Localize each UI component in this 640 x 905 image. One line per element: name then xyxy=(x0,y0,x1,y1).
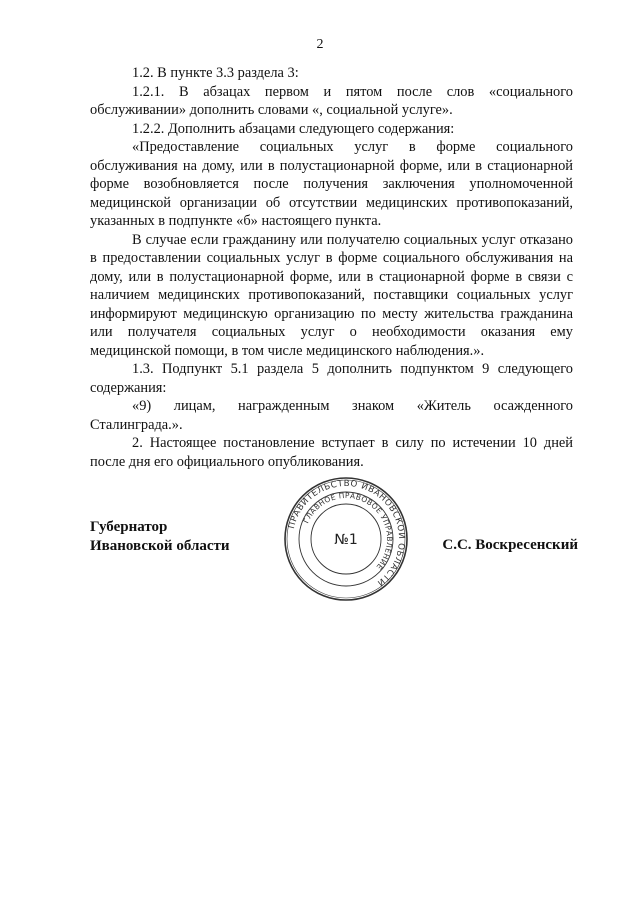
paragraph-1-2: 1.2. В пункте 3.3 раздела 3: xyxy=(132,65,299,81)
page-number: 2 xyxy=(316,37,324,52)
seal-inner-text: ГЛАВНОЕ ПРАВОВОЕ УПРАВЛЕНИЕ xyxy=(301,490,395,572)
seal-center-number: №1 xyxy=(334,532,358,548)
paragraph-1-3: 1.3. Подпункт 5.1 раздела 5 дополнить подпунктом 9 следующего содержания: xyxy=(90,361,573,396)
paragraph-2: 2. Настоящее постановление вступает в силу по истечении 10 дней после дня его официального опубликования. xyxy=(90,435,573,470)
signature-title-line1: Губернатор xyxy=(90,519,168,535)
signature-title-line2: Ивановской области xyxy=(90,537,230,554)
paragraph-1-2-1: 1.2.1. В абзацах первом и пятом после слов «социального обслуживании» дополнить словами «, социальной услуге». xyxy=(90,83,573,118)
document-body xyxy=(90,64,573,471)
paragraph-1-2-2: 1.2.2. Дополнить абзацами следующего содержания: xyxy=(132,120,455,137)
paragraph-quote-2: В случае если гражданину или получателю социальных услуг отказано в предоставлении социальных услуг в форме социального обслуживания на дому, или в полустационарной форме, или в стационарной форме в связи с наличием медицинских противопоказаний, поставщики социальных услуг информируют медицинскую организацию по месту жительства гражданина или получателя социальных услуг о необходимости оказания ему медицинской помощи, в том числе медицинского наблюдения.». xyxy=(90,231,573,359)
seal-outer-text: ПРАВИТЕЛЬСТВО ИВАНОВСКОЙ ОБЛАСТИ xyxy=(287,478,407,588)
signer-name: С.С. Воскресенский xyxy=(442,537,578,553)
paragraph-9: «9) лицам, награжденным знаком «Житель осажденного Сталинграда.». xyxy=(90,398,573,433)
signature-title xyxy=(90,518,230,555)
paragraph-quote-1: «Предоставление социальных услуг в форме социального обслуживания на дому, или в полустационарной форме, или в стационарной форме возобновляется после получения заключения уполномоченной медицинской организации об отсутствии медицинских противопоказаний, указанных в подпункте «б» настоящего пункта. xyxy=(90,139,573,229)
official-seal xyxy=(282,475,410,603)
